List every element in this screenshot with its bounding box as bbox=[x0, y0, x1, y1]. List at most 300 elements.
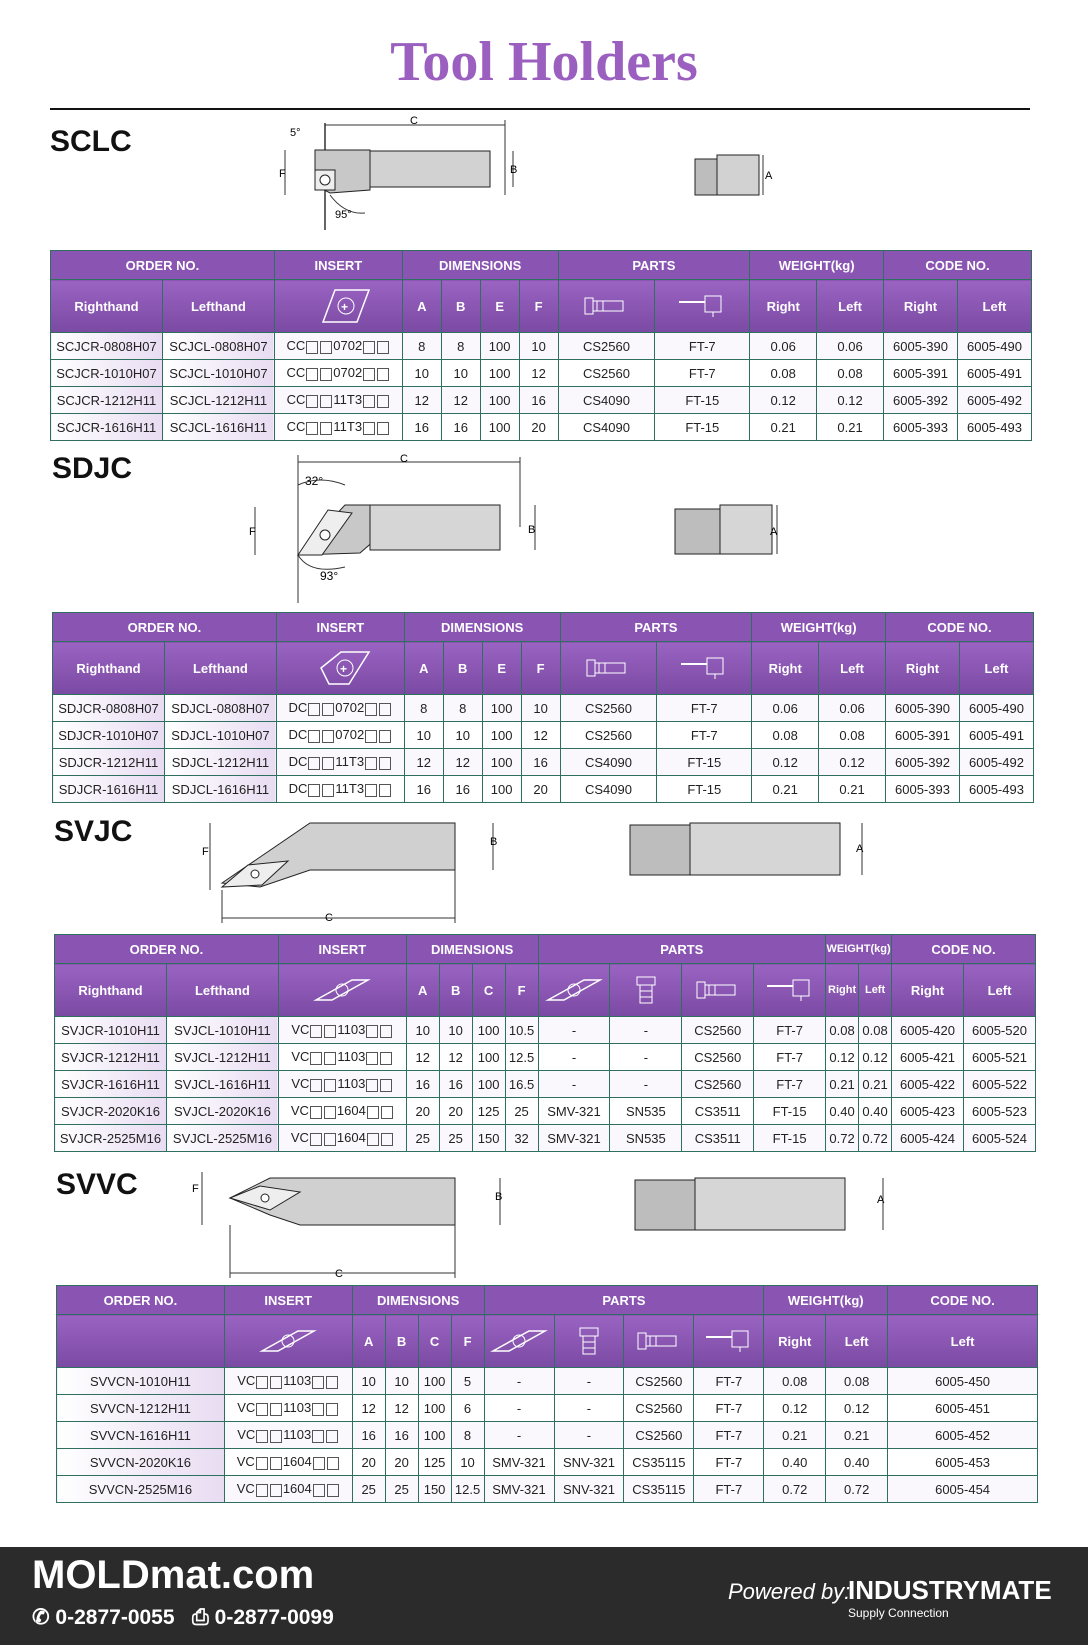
cell-f: 10.5 bbox=[505, 1017, 538, 1044]
cell-b: 16 bbox=[443, 776, 482, 803]
cell-p1: CS4090 bbox=[560, 749, 657, 776]
insert-size: 1604 bbox=[282, 1454, 312, 1470]
cell-b: 10 bbox=[443, 722, 482, 749]
cell-p4: FT-7 bbox=[694, 1422, 764, 1449]
cell-cl: 6005-452 bbox=[888, 1422, 1038, 1449]
cell-p1: SMV-321 bbox=[538, 1098, 610, 1125]
contact-line bbox=[32, 1605, 334, 1630]
cell-wr: 0.12 bbox=[764, 1395, 826, 1422]
insert-prefix: VC bbox=[237, 1400, 256, 1416]
cell-cr: 6005-393 bbox=[884, 414, 958, 441]
cell-wr: 0.12 bbox=[752, 749, 819, 776]
cell-rh: SCJCR-0808H07 bbox=[51, 333, 163, 360]
cell-wr: 0.40 bbox=[826, 1098, 859, 1125]
insert-prefix: DC bbox=[288, 700, 308, 716]
cell-cl: 6005-450 bbox=[888, 1368, 1038, 1395]
cell-p1: - bbox=[484, 1368, 554, 1395]
table-row bbox=[55, 1098, 1036, 1125]
cell-cl: 6005-492 bbox=[957, 387, 1031, 414]
cell-p1: CS2560 bbox=[558, 333, 655, 360]
cell-cl: 6005-521 bbox=[963, 1044, 1035, 1071]
cell-lh: SDJCL-1616H11 bbox=[164, 776, 276, 803]
cell-wr: 0.12 bbox=[826, 1044, 859, 1071]
header-order-no: ORDER NO. bbox=[51, 251, 275, 280]
cell-p2: SNV-321 bbox=[554, 1476, 624, 1503]
insert-size: 0702 bbox=[333, 365, 363, 381]
svg-text:A: A bbox=[765, 170, 773, 182]
insert-code-cell bbox=[278, 1071, 406, 1098]
cell-wr: 0.08 bbox=[752, 722, 819, 749]
svg-text:B: B bbox=[495, 1191, 503, 1203]
insert-size: 0702 bbox=[335, 727, 365, 743]
insert-prefix: VC bbox=[291, 1022, 310, 1038]
insert-code-cell bbox=[224, 1476, 352, 1503]
cell-a: 20 bbox=[406, 1098, 439, 1125]
cell-p4: FT-7 bbox=[754, 1044, 826, 1071]
partner-logo-text[interactable]: INDUSTRYMATE bbox=[848, 1575, 1052, 1605]
cell-p2: FT-7 bbox=[657, 695, 752, 722]
cell-c: 100 bbox=[472, 1017, 505, 1044]
insert-prefix: DC bbox=[288, 754, 308, 770]
cell-wr: 0.21 bbox=[764, 1422, 826, 1449]
insert-prefix: VC bbox=[236, 1454, 255, 1470]
cell-wr: 0.72 bbox=[764, 1476, 826, 1503]
cell-p4: FT-7 bbox=[754, 1071, 826, 1098]
cell-f: 16.5 bbox=[505, 1071, 538, 1098]
cell-p2: SN535 bbox=[610, 1098, 682, 1125]
cell-e: 100 bbox=[482, 749, 521, 776]
svg-text:93°: 93° bbox=[320, 569, 339, 583]
cell-p1: SMV-321 bbox=[484, 1449, 554, 1476]
insert-code-cell bbox=[274, 387, 402, 414]
cell-b: 16 bbox=[385, 1422, 418, 1449]
cell-p1: CS2560 bbox=[558, 360, 655, 387]
table-row bbox=[51, 414, 1032, 441]
svg-text:95°: 95° bbox=[335, 209, 352, 221]
cell-cr: 6005-392 bbox=[886, 749, 960, 776]
cell-a: 25 bbox=[352, 1476, 385, 1503]
cell-wl: 0.40 bbox=[859, 1098, 892, 1125]
cell-wr: 0.40 bbox=[764, 1449, 826, 1476]
cell-ord: SVVCN-1616H11 bbox=[57, 1422, 225, 1449]
cell-rh: SDJCR-0808H07 bbox=[53, 695, 165, 722]
insert-prefix: VC bbox=[291, 1076, 310, 1092]
cell-a: 10 bbox=[352, 1368, 385, 1395]
clamp-screw-icon bbox=[585, 656, 631, 680]
cell-p4: FT-7 bbox=[694, 1449, 764, 1476]
table-row bbox=[53, 695, 1034, 722]
svjc-spec-table: ORDER NO. INSERT DIMENSIONS PARTS WEIGHT(kg) CODE NO. Righthand Lefthand A B C F Right Left Right Left SVJCR-1010H11 SVJCL-1010H11 VC 1103 10 10 100 10.5 - - CS2560 FT-7 0.08 0.08 6005-420 6005-520 SVJCR-1212H11 SVJCL-1212H11 VC 1103 12 12 100 12.5 - - CS2560 FT-7 0.12 0.12 6005-421 6005-521 SVJCR-1616H11 SVJCL-1616H11 VC 1103 16 16 100 16.5 - - CS2560 FT-7 0.21 0.21 6005-422 6005-522 SVJCR-2020K16 SVJCL-2020K16 VC 1604 20 20 125 25 SMV-321 SN535 CS3511 FT-15 0.40 0.40 6005-423 6005-523 SVJCR-2525M16 SVJCL-2525M16 VC 1604 25 25 150 32 SMV-321 SN535 CS3511 FT-15 0.72 0.72 6005-424 6005-524 bbox=[54, 934, 1036, 1152]
cell-cr: 6005-423 bbox=[892, 1098, 964, 1125]
cell-f: 32 bbox=[505, 1125, 538, 1152]
sclc-drawing bbox=[279, 115, 805, 235]
table-row bbox=[57, 1395, 1038, 1422]
cell-wl: 0.72 bbox=[826, 1476, 888, 1503]
wrench-key-icon bbox=[677, 294, 727, 318]
cell-wl: 0.12 bbox=[819, 749, 886, 776]
cell-p1: SMV-321 bbox=[484, 1476, 554, 1503]
cell-a: 10 bbox=[404, 722, 443, 749]
cell-cl: 6005-493 bbox=[959, 776, 1033, 803]
cell-cl: 6005-490 bbox=[959, 695, 1033, 722]
insert-prefix: VC bbox=[291, 1049, 310, 1065]
cell-a: 12 bbox=[404, 749, 443, 776]
table-row bbox=[57, 1476, 1038, 1503]
shim-icon bbox=[489, 1327, 549, 1355]
cell-p1: CS4090 bbox=[558, 387, 655, 414]
insert-code-cell bbox=[276, 722, 404, 749]
header-lefthand: Lefthand bbox=[162, 280, 274, 333]
cell-wr: 0.06 bbox=[750, 333, 817, 360]
insert-size: 1604 bbox=[336, 1130, 366, 1146]
insert-code-cell bbox=[274, 414, 402, 441]
cell-b: 12 bbox=[439, 1044, 472, 1071]
cell-wl: 0.21 bbox=[859, 1071, 892, 1098]
insert-size: 1103 bbox=[283, 1400, 312, 1416]
cell-p3: CS2560 bbox=[624, 1368, 694, 1395]
cell-p1: - bbox=[538, 1071, 610, 1098]
insert-prefix: VC bbox=[237, 1427, 256, 1443]
table-row bbox=[57, 1368, 1038, 1395]
cell-f: 12.5 bbox=[505, 1044, 538, 1071]
cell-p3: CS3511 bbox=[682, 1098, 754, 1125]
cell-p2: FT-15 bbox=[655, 387, 750, 414]
svg-text:A: A bbox=[856, 843, 864, 855]
cell-p2: - bbox=[610, 1044, 682, 1071]
cell-lh: SVJCL-2020K16 bbox=[166, 1098, 278, 1125]
svjc-drawing bbox=[200, 815, 900, 925]
cell-c: 125 bbox=[418, 1449, 451, 1476]
cell-rh: SDJCR-1212H11 bbox=[53, 749, 165, 776]
cell-p2: FT-15 bbox=[655, 414, 750, 441]
cell-lh: SVJCL-2525M16 bbox=[166, 1125, 278, 1152]
cell-wr: 0.21 bbox=[750, 414, 817, 441]
partner-tagline: Supply Connection bbox=[848, 1606, 949, 1620]
cell-b: 10 bbox=[385, 1368, 418, 1395]
insert-size: 11T3 bbox=[333, 419, 363, 435]
cell-f: 10 bbox=[521, 695, 560, 722]
svg-text:+: + bbox=[340, 662, 348, 676]
insert-code-cell bbox=[278, 1125, 406, 1152]
insert-code-cell bbox=[276, 749, 404, 776]
cell-wl: 0.12 bbox=[826, 1395, 888, 1422]
cell-p4: FT-15 bbox=[754, 1125, 826, 1152]
cell-f: 12.5 bbox=[451, 1476, 484, 1503]
cell-lh: SCJCL-1616H11 bbox=[162, 414, 274, 441]
cell-p4: FT-7 bbox=[754, 1017, 826, 1044]
cell-p3: CS3511 bbox=[682, 1125, 754, 1152]
cell-cl: 6005-492 bbox=[959, 749, 1033, 776]
cell-rh: SDJCR-1616H11 bbox=[53, 776, 165, 803]
table-row bbox=[53, 776, 1034, 803]
cell-f: 8 bbox=[451, 1422, 484, 1449]
cell-a: 10 bbox=[406, 1017, 439, 1044]
svg-text:5°: 5° bbox=[290, 127, 301, 139]
cell-b: 8 bbox=[443, 695, 482, 722]
cell-wl: 0.12 bbox=[859, 1044, 892, 1071]
insert-size: 1103 bbox=[337, 1076, 366, 1092]
cell-p2: - bbox=[554, 1395, 624, 1422]
svg-text:B: B bbox=[528, 524, 536, 536]
svvc-spec-table: ORDER NO. INSERT DIMENSIONS PARTS WEIGHT(kg) CODE NO. A B C F Right Left Left SVVCN-1010H11 VC 1103 10 10 100 5 - - CS2560 FT-7 0.08 0.08 6005-450 SVVCN-1212H11 VC 1103 12 12 100 6 - - CS2560 FT-7 0.12 0.12 6005-451 SVVCN-1616H11 VC 1103 16 16 100 8 - - CS2560 FT-7 0.21 0.21 6005-452 SVVCN-2020K16 VC 1604 20 20 125 10 SMV-321 SNV-321 CS35115 FT-7 0.40 0.40 6005-453 SVVCN-2525M16 VC 1604 25 25 150 12.5 SMV-321 SNV-321 CS35115 FT-7 0.72 0.72 6005-454 bbox=[56, 1285, 1038, 1503]
cell-lh: SDJCL-0808H07 bbox=[164, 695, 276, 722]
phone-number[interactable]: ✆ 0-2877-0055 bbox=[32, 1606, 175, 1629]
cell-cr: 6005-424 bbox=[892, 1125, 964, 1152]
cell-wl: 0.08 bbox=[819, 722, 886, 749]
cell-wr: 0.21 bbox=[752, 776, 819, 803]
cell-b: 12 bbox=[441, 387, 480, 414]
cell-b: 25 bbox=[385, 1476, 418, 1503]
cell-a: 25 bbox=[406, 1125, 439, 1152]
cell-cr: 6005-420 bbox=[892, 1017, 964, 1044]
clamp-screw-icon bbox=[636, 1329, 682, 1353]
cell-lh: SVJCL-1010H11 bbox=[166, 1017, 278, 1044]
cell-a: 16 bbox=[406, 1071, 439, 1098]
cell-lh: SCJCL-1010H07 bbox=[162, 360, 274, 387]
table-row bbox=[53, 749, 1034, 776]
cell-b: 12 bbox=[385, 1395, 418, 1422]
cell-rh: SCJCR-1616H11 bbox=[51, 414, 163, 441]
cell-p2: - bbox=[610, 1071, 682, 1098]
insert-rhombus-icon bbox=[303, 286, 373, 326]
insert-size: 11T3 bbox=[335, 754, 365, 770]
sdjc-spec-table: ORDER NO. INSERT DIMENSIONS PARTS WEIGHT(kg) CODE NO. Righthand Lefthand + A B E F Right Left Right Left SDJCR-0808H07 SDJCL-0808H07 DC 0702 8 8 100 10 CS2560 FT-7 0.06 0.06 6005-390 6005-490 SDJCR-1010H07 SDJCL-1010H07 DC 0702 10 10 100 12 CS2560 FT-7 0.08 0.08 6005-391 6005-491 SDJCR-1212H11 SDJCL-1212H11 DC 11T3 12 12 100 16 CS4090 FT-15 0.12 0.12 6005-392 6005-492 SDJCR-1616H11 SDJCL-1616H11 DC 11T3 16 16 100 20 CS4090 FT-15 0.21 0.21 6005-393 6005-493 bbox=[52, 612, 1034, 803]
insert-prefix: VC bbox=[237, 1373, 256, 1389]
insert-rhombus-icon bbox=[305, 648, 375, 688]
cell-a: 10 bbox=[402, 360, 441, 387]
cell-b: 12 bbox=[443, 749, 482, 776]
svg-text:C: C bbox=[325, 912, 333, 924]
header-dimensions: DIMENSIONS bbox=[402, 251, 558, 280]
table-row bbox=[55, 1017, 1036, 1044]
cell-c: 100 bbox=[472, 1044, 505, 1071]
wrench-key-icon bbox=[704, 1329, 754, 1353]
header-weight: WEIGHT(kg) bbox=[750, 251, 884, 280]
table-row bbox=[51, 387, 1032, 414]
cell-a: 16 bbox=[352, 1422, 385, 1449]
insert-prefix: CC bbox=[286, 392, 306, 408]
section-label-sdjc: SDJC bbox=[52, 452, 133, 485]
cell-f: 25 bbox=[505, 1098, 538, 1125]
insert-size: 1103 bbox=[283, 1427, 312, 1443]
cell-cl: 6005-453 bbox=[888, 1449, 1038, 1476]
section-label-svjc: SVJC bbox=[54, 815, 133, 848]
table-row bbox=[55, 1044, 1036, 1071]
cell-p2: SN535 bbox=[610, 1125, 682, 1152]
table-row bbox=[53, 722, 1034, 749]
cell-c: 100 bbox=[418, 1368, 451, 1395]
cell-rh: SCJCR-1010H07 bbox=[51, 360, 163, 387]
cell-p4: FT-7 bbox=[694, 1395, 764, 1422]
cell-f: 10 bbox=[519, 333, 558, 360]
clamp-screw-icon bbox=[695, 978, 741, 1002]
table-row bbox=[51, 333, 1032, 360]
cell-cl: 6005-493 bbox=[957, 414, 1031, 441]
cell-c: 150 bbox=[418, 1476, 451, 1503]
cell-wl: 0.06 bbox=[817, 333, 884, 360]
cell-wr: 0.08 bbox=[826, 1017, 859, 1044]
wrench-key-icon bbox=[679, 656, 729, 680]
svg-text:A: A bbox=[770, 526, 778, 538]
cell-p1: - bbox=[484, 1422, 554, 1449]
cell-wl: 0.06 bbox=[819, 695, 886, 722]
cell-rh: SVJCR-1010H11 bbox=[55, 1017, 167, 1044]
cell-p2: SNV-321 bbox=[554, 1449, 624, 1476]
cell-f: 20 bbox=[519, 414, 558, 441]
cell-c: 125 bbox=[472, 1098, 505, 1125]
cell-p1: CS4090 bbox=[558, 414, 655, 441]
shim-screw-icon bbox=[633, 975, 659, 1005]
cell-ord: SVVCN-2525M16 bbox=[57, 1476, 225, 1503]
cell-b: 10 bbox=[439, 1017, 472, 1044]
cell-p1: - bbox=[538, 1044, 610, 1071]
cell-b: 16 bbox=[441, 414, 480, 441]
page-title: Tool Holders bbox=[390, 31, 698, 93]
cell-lh: SDJCL-1010H07 bbox=[164, 722, 276, 749]
cell-p4: FT-7 bbox=[694, 1476, 764, 1503]
cell-wr: 0.08 bbox=[764, 1368, 826, 1395]
header-righthand: Righthand bbox=[51, 280, 163, 333]
cell-e: 100 bbox=[482, 695, 521, 722]
cell-f: 5 bbox=[451, 1368, 484, 1395]
cell-b: 25 bbox=[439, 1125, 472, 1152]
cell-rh: SCJCR-1212H11 bbox=[51, 387, 163, 414]
cell-a: 8 bbox=[402, 333, 441, 360]
cell-ord: SVVCN-2020K16 bbox=[57, 1449, 225, 1476]
cell-p3: CS2560 bbox=[624, 1395, 694, 1422]
cell-lh: SCJCL-1212H11 bbox=[162, 387, 274, 414]
cell-p2: - bbox=[554, 1422, 624, 1449]
cell-cr: 6005-391 bbox=[884, 360, 958, 387]
header-insert: INSERT bbox=[274, 251, 402, 280]
cell-lh: SVJCL-1212H11 bbox=[166, 1044, 278, 1071]
shim-screw-icon bbox=[576, 1326, 602, 1356]
cell-a: 12 bbox=[406, 1044, 439, 1071]
sclc-spec-table: ORDER NO. INSERT DIMENSIONS PARTS WEIGHT(kg) CODE NO. Righthand Lefthand + A B E F Right Left Right Left SCJCR-0808H07 SCJCL-0808H07 CC 0702 8 8 100 10 CS2560 FT-7 0.06 0.06 6005-390 6005-490 SCJCR-1010H07 SCJCL-1010H07 CC 0702 10 10 100 12 CS2560 FT-7 0.08 0.08 6005-391 6005-491 SCJCR-1212H11 SCJCL-1212H11 CC 11T3 12 12 100 16 CS4090 FT-15 0.12 0.12 6005-392 6005-492 SCJCR-1616H11 SCJCL-1616H11 CC 11T3 16 16 100 20 CS4090 FT-15 0.21 0.21 6005-393 6005-493 bbox=[50, 250, 1032, 441]
sdjc-drawing bbox=[250, 455, 810, 605]
cell-p1: - bbox=[484, 1395, 554, 1422]
cell-cr: 6005-390 bbox=[886, 695, 960, 722]
cell-p2: FT-7 bbox=[657, 722, 752, 749]
insert-code-cell bbox=[224, 1395, 352, 1422]
cell-p3: CS2560 bbox=[682, 1071, 754, 1098]
cell-e: 100 bbox=[480, 360, 519, 387]
cell-p3: CS2560 bbox=[624, 1422, 694, 1449]
insert-vee-icon bbox=[258, 1327, 318, 1355]
cell-wl: 0.08 bbox=[859, 1017, 892, 1044]
cell-wr: 0.21 bbox=[826, 1071, 859, 1098]
cell-p2: - bbox=[610, 1017, 682, 1044]
svg-text:B: B bbox=[510, 164, 518, 176]
header-parts: PARTS bbox=[558, 251, 750, 280]
cell-p1: - bbox=[538, 1017, 610, 1044]
cell-cr: 6005-392 bbox=[884, 387, 958, 414]
cell-cl: 6005-520 bbox=[963, 1017, 1035, 1044]
insert-code-cell bbox=[274, 360, 402, 387]
insert-code-cell bbox=[278, 1098, 406, 1125]
cell-cl: 6005-490 bbox=[957, 333, 1031, 360]
cell-e: 100 bbox=[480, 333, 519, 360]
cell-wr: 0.06 bbox=[752, 695, 819, 722]
cell-b: 16 bbox=[439, 1071, 472, 1098]
cell-lh: SVJCL-1616H11 bbox=[166, 1071, 278, 1098]
cell-cl: 6005-524 bbox=[963, 1125, 1035, 1152]
cell-wl: 0.21 bbox=[817, 414, 884, 441]
svg-text:+: + bbox=[341, 300, 349, 314]
insert-size: 1604 bbox=[282, 1481, 312, 1497]
cell-b: 20 bbox=[385, 1449, 418, 1476]
cell-b: 20 bbox=[439, 1098, 472, 1125]
insert-prefix: CC bbox=[286, 365, 306, 381]
cell-p2: FT-7 bbox=[655, 360, 750, 387]
cell-p2: FT-7 bbox=[655, 333, 750, 360]
cell-p3: CS35115 bbox=[624, 1449, 694, 1476]
cell-wr: 0.08 bbox=[750, 360, 817, 387]
cell-cl: 6005-454 bbox=[888, 1476, 1038, 1503]
cell-lh: SCJCL-0808H07 bbox=[162, 333, 274, 360]
cell-c: 100 bbox=[418, 1422, 451, 1449]
cell-f: 6 bbox=[451, 1395, 484, 1422]
svg-text:F: F bbox=[202, 846, 209, 858]
cell-e: 100 bbox=[480, 414, 519, 441]
cell-wl: 0.21 bbox=[819, 776, 886, 803]
svg-text:32°: 32° bbox=[305, 474, 324, 488]
cell-p1: SMV-321 bbox=[538, 1125, 610, 1152]
insert-code-cell bbox=[274, 333, 402, 360]
cell-c: 100 bbox=[418, 1395, 451, 1422]
insert-code-cell bbox=[276, 695, 404, 722]
cell-rh: SVJCR-2020K16 bbox=[55, 1098, 167, 1125]
cell-p4: FT-15 bbox=[754, 1098, 826, 1125]
cell-cl: 6005-522 bbox=[963, 1071, 1035, 1098]
cell-cl: 6005-451 bbox=[888, 1395, 1038, 1422]
table-row bbox=[57, 1449, 1038, 1476]
insert-prefix: CC bbox=[286, 419, 306, 435]
cell-a: 16 bbox=[402, 414, 441, 441]
insert-prefix: CC bbox=[286, 338, 306, 354]
cell-rh: SVJCR-1616H11 bbox=[55, 1071, 167, 1098]
cell-rh: SVJCR-2525M16 bbox=[55, 1125, 167, 1152]
insert-size: 1604 bbox=[336, 1103, 366, 1119]
cell-wl: 0.08 bbox=[826, 1368, 888, 1395]
cell-p3: CS35115 bbox=[624, 1476, 694, 1503]
cell-rh: SVJCR-1212H11 bbox=[55, 1044, 167, 1071]
insert-prefix: VC bbox=[290, 1103, 309, 1119]
svg-text:F: F bbox=[249, 526, 256, 538]
svg-text:F: F bbox=[279, 168, 286, 180]
brand-logo-text[interactable]: MOLDmat.com bbox=[32, 1553, 315, 1597]
cell-a: 16 bbox=[404, 776, 443, 803]
header-code-no: CODE NO. bbox=[884, 251, 1032, 280]
cell-p4: FT-7 bbox=[694, 1368, 764, 1395]
cell-f: 12 bbox=[521, 722, 560, 749]
insert-prefix: VC bbox=[236, 1481, 255, 1497]
insert-size: 1103 bbox=[337, 1022, 366, 1038]
cell-ord: SVVCN-1212H11 bbox=[57, 1395, 225, 1422]
cell-a: 12 bbox=[352, 1395, 385, 1422]
cell-p3: CS2560 bbox=[682, 1044, 754, 1071]
insert-code-cell bbox=[278, 1017, 406, 1044]
insert-prefix: DC bbox=[288, 727, 308, 743]
cell-f: 16 bbox=[519, 387, 558, 414]
cell-cr: 6005-421 bbox=[892, 1044, 964, 1071]
insert-size: 0702 bbox=[335, 700, 365, 716]
table-row bbox=[55, 1125, 1036, 1152]
svg-text:A: A bbox=[877, 1194, 885, 1206]
table-row bbox=[51, 360, 1032, 387]
cell-wl: 0.40 bbox=[826, 1449, 888, 1476]
insert-vee-icon bbox=[312, 976, 372, 1004]
